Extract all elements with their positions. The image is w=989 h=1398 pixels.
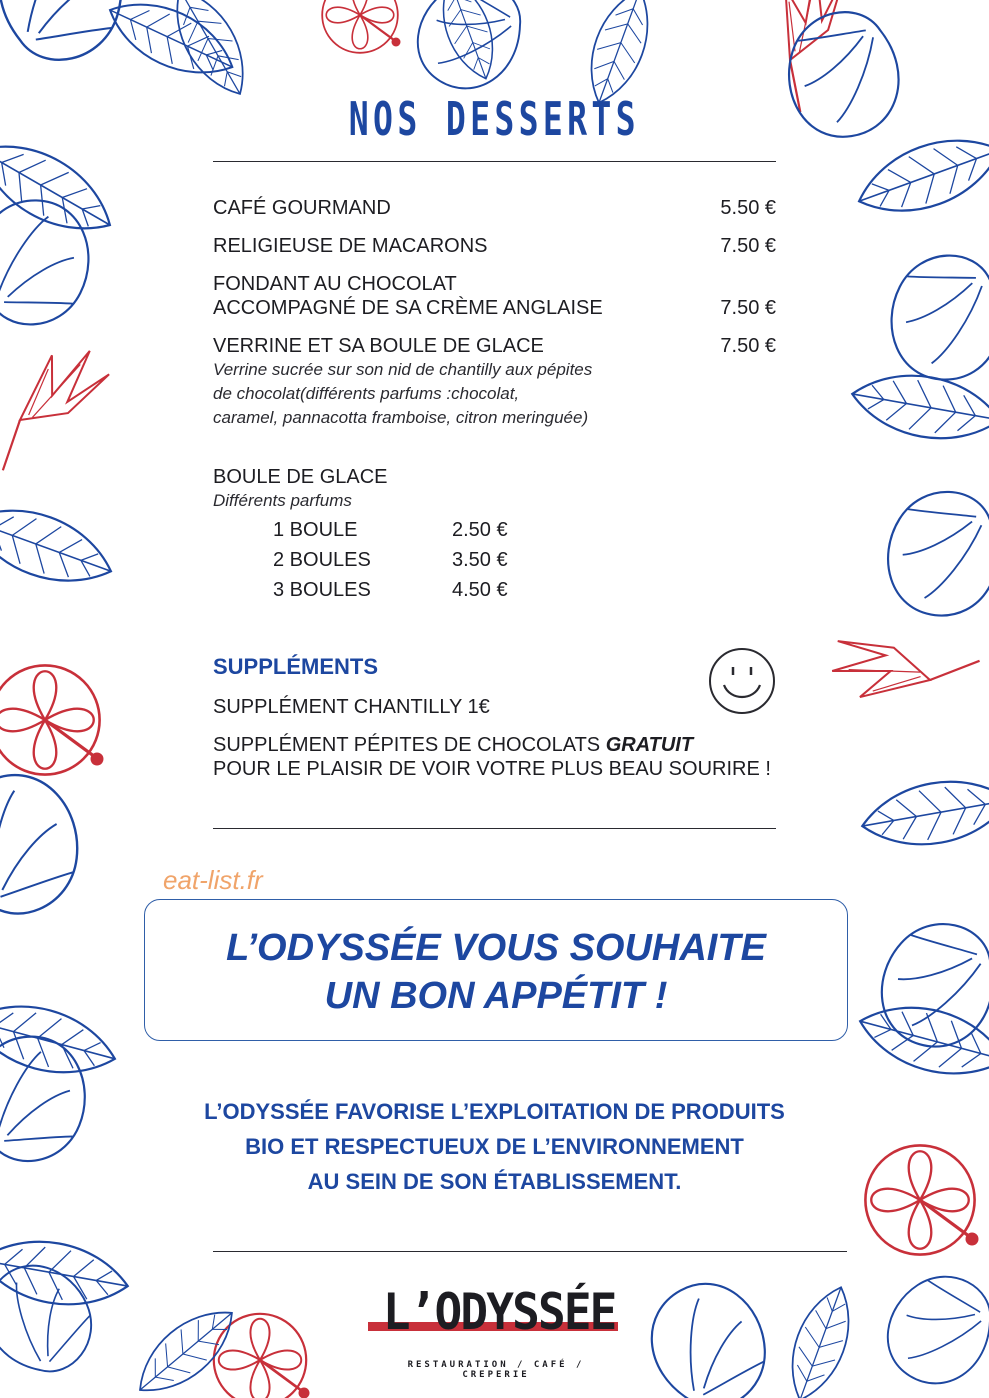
bottom-divider <box>213 1251 847 1252</box>
item-name-fondant-line1: FONDANT AU CHOCOLAT <box>213 273 457 295</box>
item-price-religieuse: 7.50 € <box>720 235 776 257</box>
supplement-chantilly: SUPPLÉMENT CHANTILLY 1€ <box>213 696 490 718</box>
ice-option-label: 2 BOULES <box>273 549 371 571</box>
item-name-verrine: VERRINE ET SA BOULE DE GLACE <box>213 335 544 357</box>
item-desc-verrine-line3: caramel, pannacotta framboise, citron meringuée) <box>213 408 589 427</box>
supplement-pepites-text: SUPPLÉMENT PÉPITES DE CHOCOLATS <box>213 734 606 756</box>
item-price-verrine: 7.50 € <box>720 335 776 357</box>
middle-divider <box>213 828 776 829</box>
eco-line1: L’ODYSSÉE FAVORISE L’EXPLOITATION DE PRODUITS <box>204 1099 785 1124</box>
greeting-line1: L’ODYSSÉE VOUS SOUHAITE <box>226 927 766 969</box>
item-name-fondant-line2: ACCOMPAGNÉ DE SA CRÈME ANGLAISE <box>213 297 603 319</box>
item-name-religieuse: RELIGIEUSE DE MACARONS <box>213 235 488 257</box>
ice-name: BOULE DE GLACE <box>213 466 388 488</box>
eco-line3: AU SEIN DE SON ÉTABLISSEMENT. <box>307 1169 682 1194</box>
supplement-free-label: GRATUIT <box>605 734 694 756</box>
ice-subtitle: Différents parfums <box>213 491 352 510</box>
item-price-fondant: 7.50 € <box>720 297 776 319</box>
greeting-box <box>144 899 848 1041</box>
ice-option-label: 3 BOULES <box>273 579 371 601</box>
item-price-cafe-gourmand: 5.50 € <box>720 197 776 219</box>
ice-option-price: 4.50 € <box>452 579 508 601</box>
logo-tagline: RESTAURATION / CAFÉ / CREPERIE <box>407 1360 585 1380</box>
ice-option-price: 2.50 € <box>452 519 508 541</box>
top-divider <box>213 161 776 162</box>
supplement-smile-note: POUR LE PLAISIR DE VOIR VOTRE PLUS BEAU SOURIRE ! <box>213 758 771 780</box>
logo-wordmark: L’ODYSSÉE <box>382 1283 616 1341</box>
item-desc-verrine-line2: de chocolat(différents parfums :chocolat, <box>213 384 520 403</box>
page-title: NOS DESSERTS <box>348 92 640 146</box>
greeting-line2: UN BON APPÉTIT ! <box>324 975 668 1017</box>
watermark: eat-list.fr <box>163 865 263 895</box>
item-desc-verrine-line1: Verrine sucrée sur son nid de chantilly aux pépites <box>213 360 593 379</box>
item-name-cafe-gourmand: CAFÉ GOURMAND <box>213 197 391 219</box>
smiley-icon <box>706 645 778 717</box>
ice-option-label: 1 BOULE <box>273 519 358 541</box>
eco-line2: BIO ET RESPECTUEUX DE L’ENVIRONNEMENT <box>245 1134 744 1159</box>
ice-option-price: 3.50 € <box>452 549 508 571</box>
supplements-title: SUPPLÉMENTS <box>213 654 379 679</box>
supplement-pepites <box>213 733 693 757</box>
